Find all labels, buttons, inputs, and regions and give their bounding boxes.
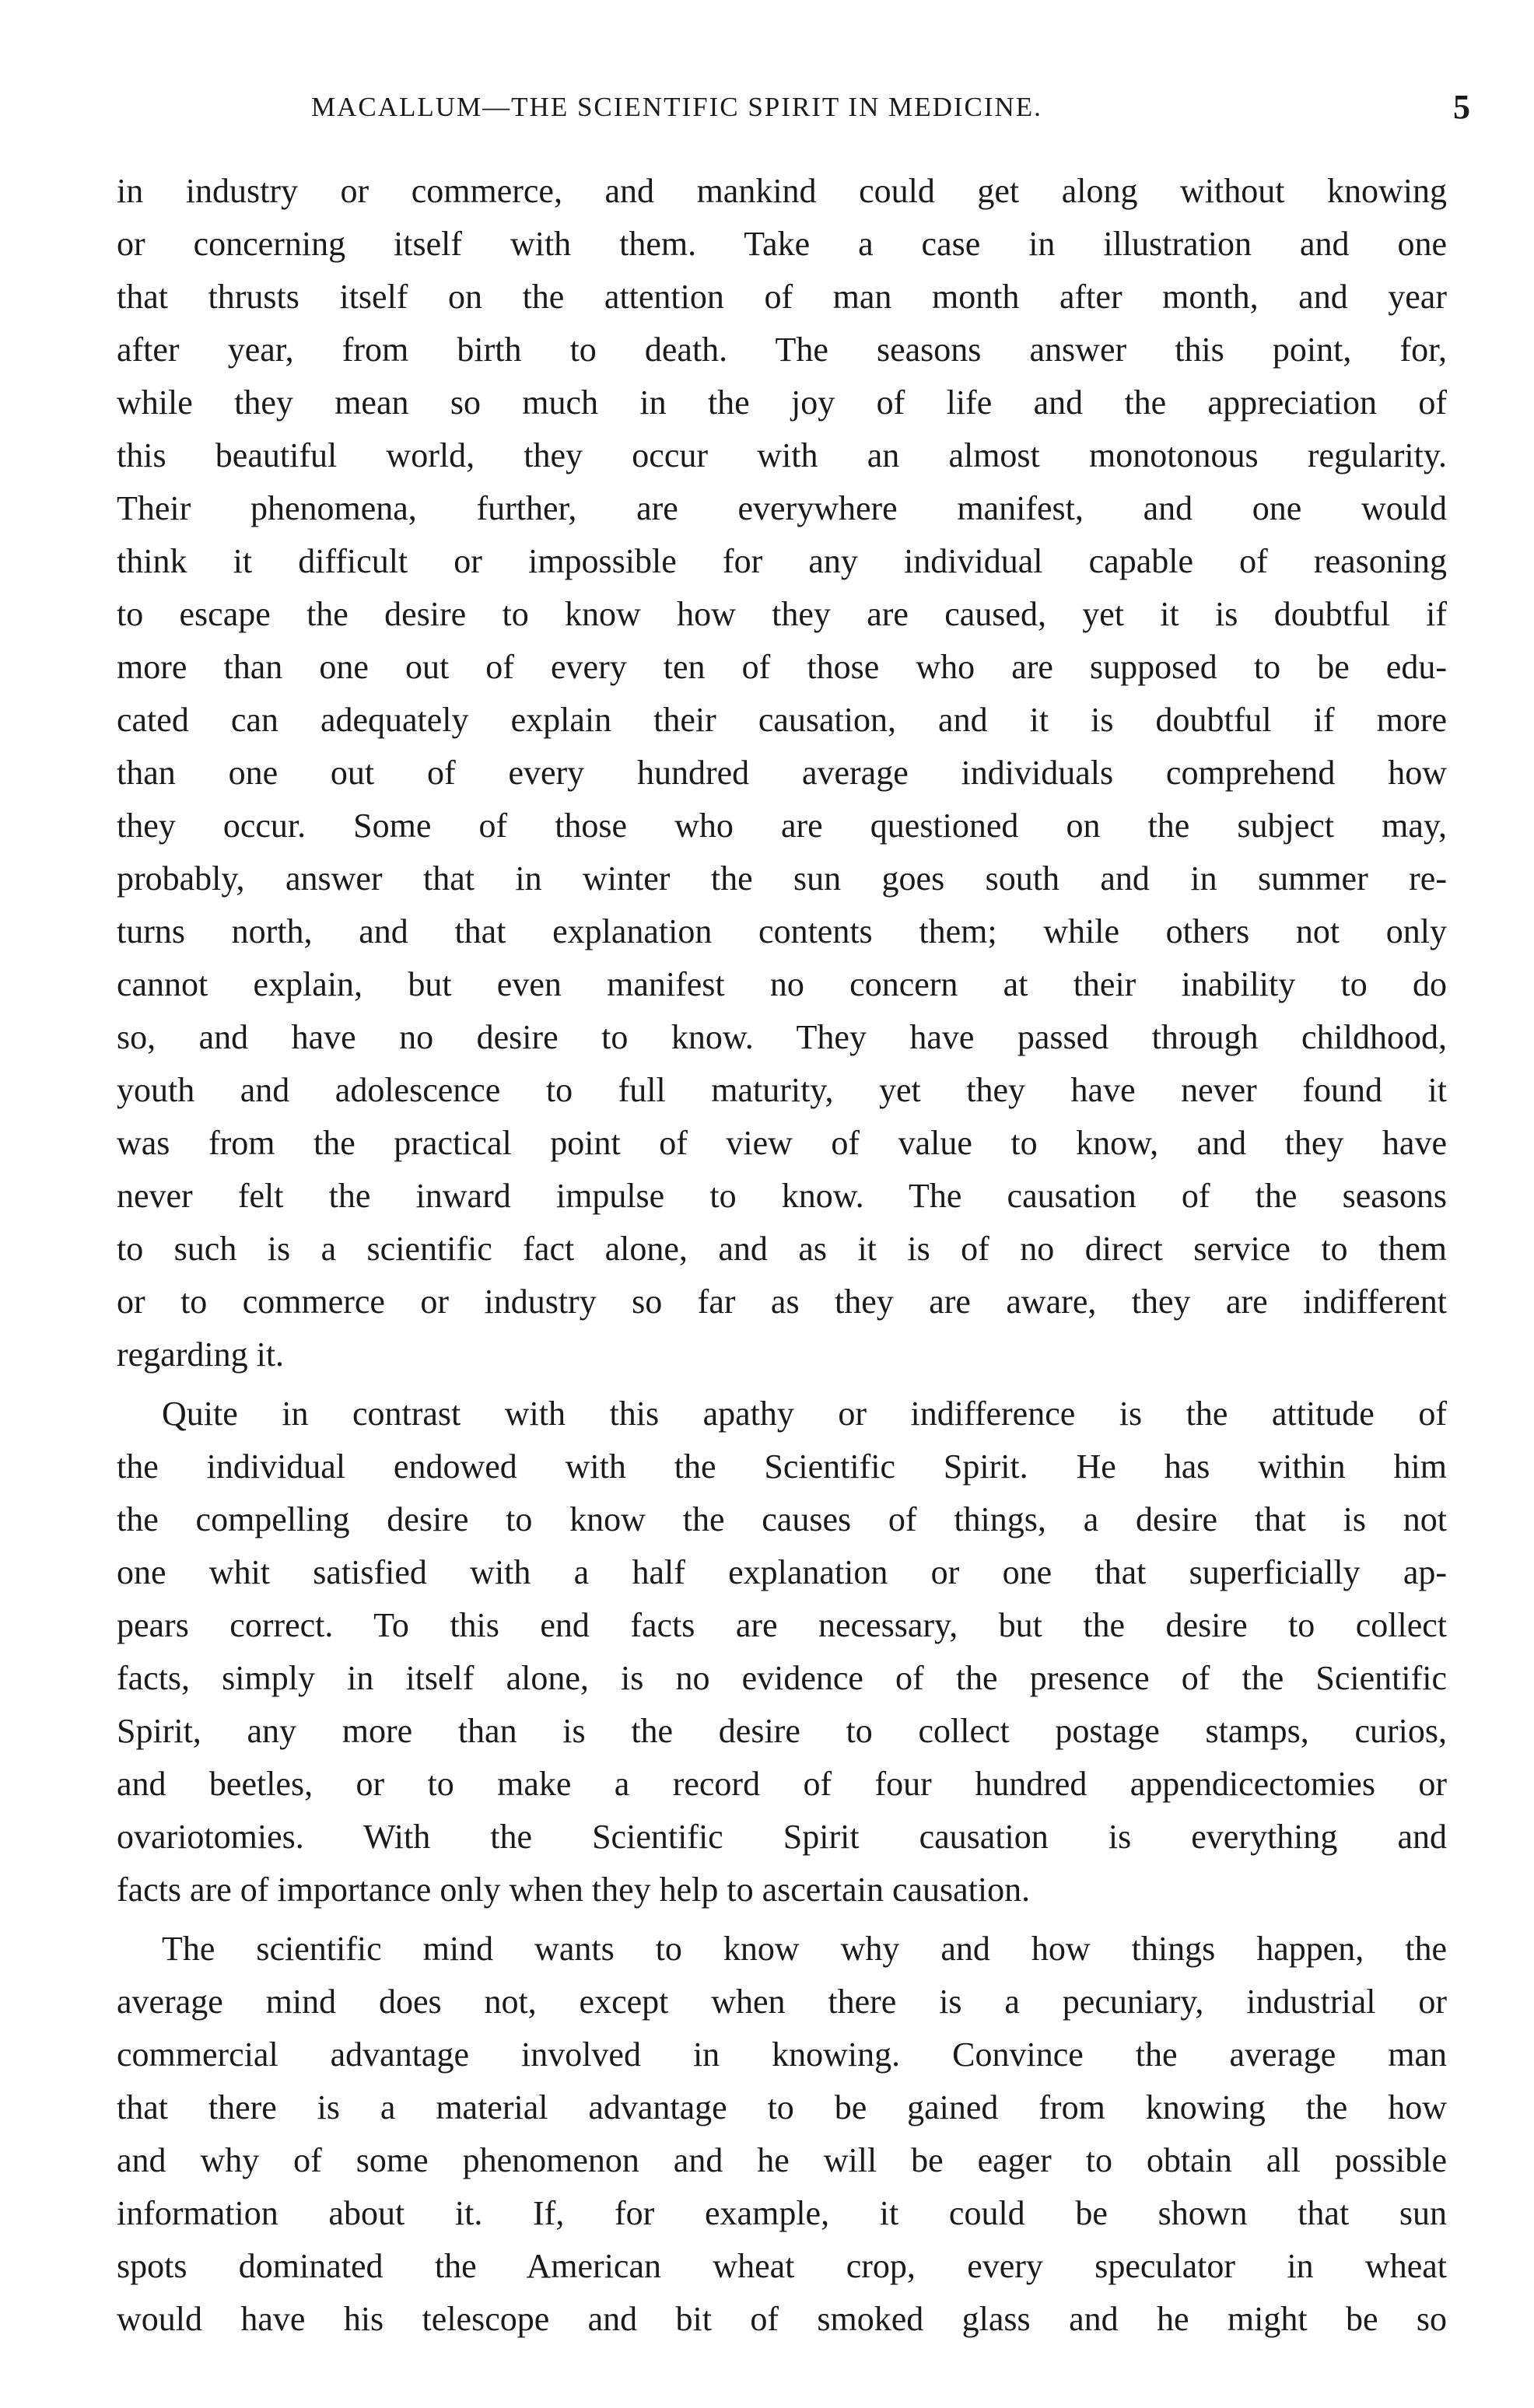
text-line: or to commerce or industry so far as they are aware, they are indifferent — [117, 1283, 1447, 1321]
text-line: and why of some phenomenon and he will be eager to obtain all possible — [117, 2141, 1447, 2179]
text-line: facts, simply in itself alone, is no evidence of the presence of the Scientific — [117, 1659, 1447, 1697]
text-line: the individual endowed with the Scientific Spirit. He has within him — [117, 1447, 1447, 1486]
text-line: and beetles, or to make a record of four hundred appendicectomies or — [117, 1765, 1447, 1803]
text-line: youth and adolescence to full maturity, yet they have never found it — [117, 1071, 1447, 1109]
text-line: was from the practical point of view of value to know, and they have — [117, 1124, 1447, 1162]
paragraph — [117, 165, 1447, 1381]
text-line: Their phenomena, further, are everywhere manifest, and one would — [117, 489, 1447, 527]
text-line: while they mean so much in the joy of life and the appreciation of — [117, 383, 1447, 422]
text-line: one whit satisfied with a half explanation or one that superficially ap- — [117, 1553, 1447, 1591]
text-line: ovariotomies. With the Scientific Spirit causation is everything and — [117, 1818, 1447, 1856]
page-number: 5 — [1453, 88, 1470, 126]
text-line: think it difficult or impossible for any individual capable of reasoning — [117, 542, 1447, 580]
text-line: would have his telescope and bit of smoked glass and he might be so — [117, 2300, 1447, 2338]
text-line: after year, from birth to death. The seasons answer this point, for, — [117, 331, 1447, 369]
text-line: or concerning itself with them. Take a case in illustration and one — [117, 225, 1447, 263]
text-line: never felt the inward impulse to know. The causation of the seasons — [117, 1177, 1447, 1215]
text-line: than one out of every hundred average individuals comprehend how — [117, 754, 1447, 792]
text-line: so, and have no desire to know. They have passed through childhood, — [117, 1018, 1447, 1056]
paragraph — [117, 1923, 1447, 2346]
text-line: cated can adequately explain their causation, and it is doubtful if more — [117, 701, 1447, 739]
text-line: The scientific mind wants to know why and how things happen, the — [162, 1930, 1447, 1968]
text-line: turns north, and that explanation contents them; while others not only — [117, 912, 1447, 950]
text-line: Spirit, any more than is the desire to collect postage stamps, curios, — [117, 1712, 1447, 1750]
text-line: that thrusts itself on the attention of man month after month, and year — [117, 278, 1447, 316]
text-line: to such is a scientific fact alone, and as it is of no direct service to them — [117, 1230, 1447, 1268]
text-line: Quite in contrast with this apathy or indifference is the attitude of — [162, 1395, 1447, 1433]
paragraph — [117, 1388, 1447, 1916]
body-text — [117, 165, 1447, 2346]
text-line: this beautiful world, they occur with an almost monotonous regularity. — [117, 436, 1447, 474]
running-title: MACALLUM—THE SCIENTIFIC SPIRIT IN MEDICINE. — [311, 92, 1042, 122]
text-line: spots dominated the American wheat crop, every speculator in wheat — [117, 2247, 1447, 2285]
paragraph-gap — [117, 1916, 1447, 1923]
paragraph-gap — [117, 1381, 1447, 1388]
running-head — [117, 87, 1470, 134]
text-line: the compelling desire to know the causes of things, a desire that is not — [117, 1500, 1447, 1538]
text-line: pears correct. To this end facts are necessary, but the desire to collect — [117, 1606, 1447, 1644]
text-line: regarding it. — [117, 1335, 285, 1374]
text-line: facts are of importance only when they help to ascertain causation. — [117, 1871, 1031, 1909]
text-line: in industry or commerce, and mankind could get along without knowing — [117, 172, 1447, 210]
text-line: they occur. Some of those who are questioned on the subject may, — [117, 807, 1447, 845]
text-line: that there is a material advantage to be gained from knowing the how — [117, 2088, 1447, 2126]
text-line: information about it. If, for example, it could be shown that sun — [117, 2194, 1447, 2232]
text-line: cannot explain, but even manifest no concern at their inability to do — [117, 965, 1447, 1003]
text-line: to escape the desire to know how they are caused, yet it is doubtful if — [117, 595, 1447, 633]
text-line: more than one out of every ten of those who are supposed to be edu- — [117, 648, 1447, 686]
text-line: average mind does not, except when there is a pecuniary, industrial or — [117, 1983, 1447, 2021]
text-line: probably, answer that in winter the sun goes south and in summer re- — [117, 859, 1447, 898]
text-line: commercial advantage involved in knowing. Convince the average man — [117, 2035, 1447, 2074]
